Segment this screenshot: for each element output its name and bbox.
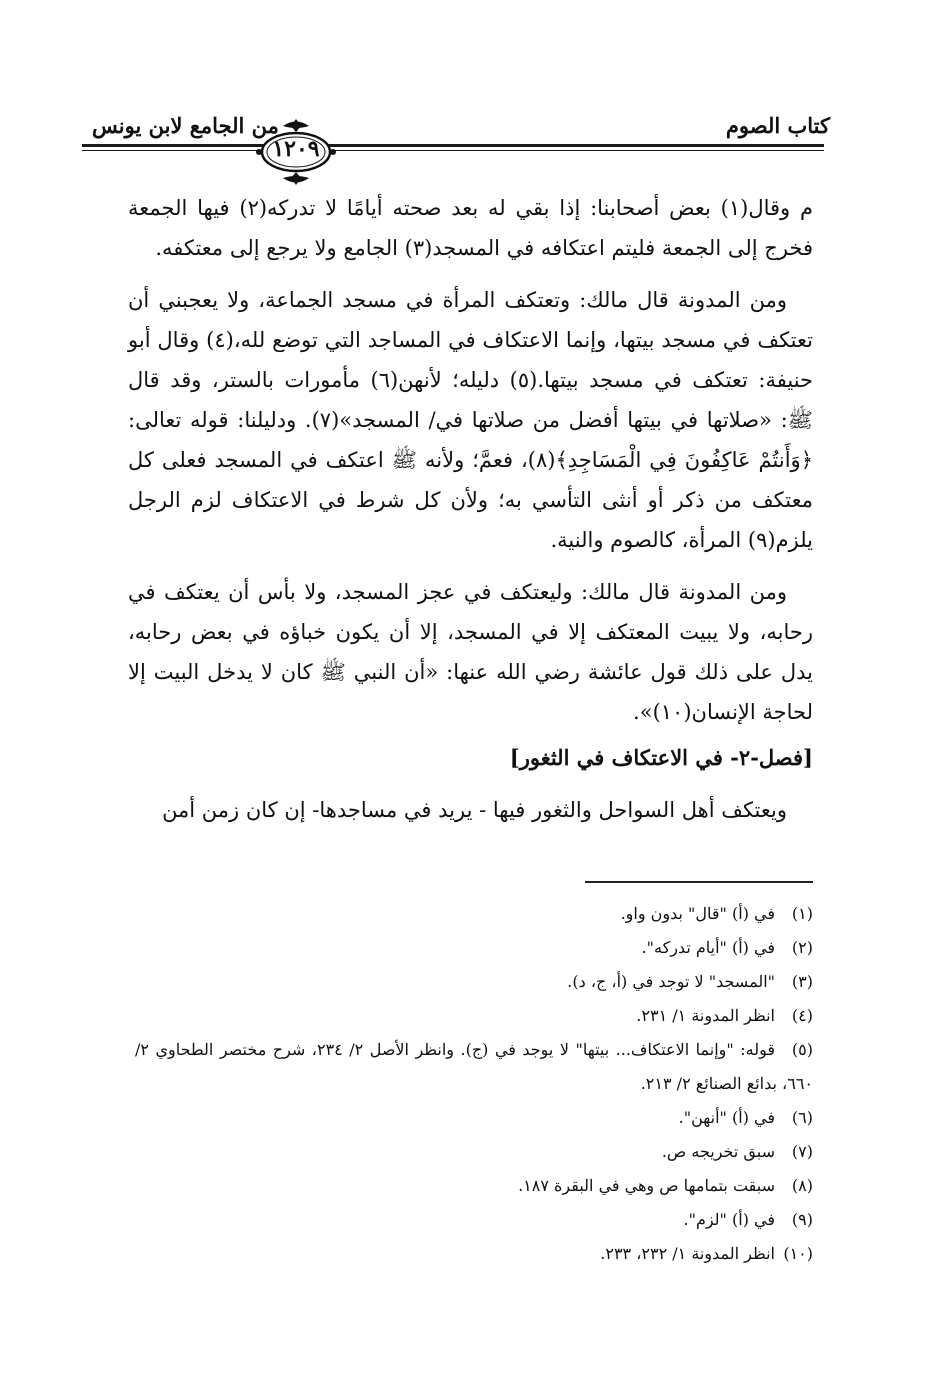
footnote-3: [135, 965, 813, 999]
header-rule-thin: [82, 150, 824, 151]
footnote-text: سبقت بتمامها ص وهي في البقرة ١٨٧.: [518, 1176, 775, 1195]
paragraph-4: ويعتكف أهل السواحل والثغور فيها - يريد في مساجدها- إن كان زمن أمن: [162, 798, 787, 822]
paragraph-3: ومن المدونة قال مالك: وليعتكف في عجز المسجد، ولا بأس أن يعتكف في رحابه، ولا يبيت المعتكف إلا في المسجد، إلا أن يكون خباؤه في بعض رحابه، يدل على ذلك قول عائشة رضي الله عنها: «أن النبي ﷺ كان لا يدخل البيت إلا لحاجة الإنسان(١٠)».: [128, 580, 814, 724]
footnote-10: [135, 1237, 813, 1271]
paragraph-1: م وقال(١) بعض أصحابنا: إذا بقي له بعد صحته أيامًا لا تدركه(٢) فيها الجمعة فخرج إلى الجمعة فليتم اعتكافه في المسجد(٣) الجامع ولا يرجع إلى معتكفه.: [128, 196, 813, 260]
footnote-text: في (أ) "أيام تدركه".: [641, 938, 775, 957]
footnote-number: (٦): [791, 1108, 813, 1127]
footnote-text: سبق تخريجه ص.: [661, 1142, 775, 1161]
page-number: ١٢٠٩: [272, 136, 320, 162]
footnote-separator: [585, 881, 813, 883]
footnote-9: [135, 1203, 813, 1237]
footnote-number: (٧): [791, 1142, 813, 1161]
paragraph-2: ومن المدونة قال مالك: وتعتكف المرأة في مسجد الجماعة، ولا يعجبني أن تعتكف في مسجد بيتها، وإنما الاعتكاف في المساجد التي توضع لله،(٤) وقال أبو حنيفة: تعتكف في مسجد بيتها.(٥) دليله؛ لأنهن(٦) مأمورات بالستر، وقد قال ﷺ: «صلاتها في بيتها أفضل من صلاتها في/ المسجد»(٧). ودليلنا: قوله تعالى: ﴿وَأَنتُمْ عَاكِفُونَ فِي الْمَسَاجِدِ﴾(٨)، فعمَّ؛ ولأنه ﷺ اعتكف في المسجد فعلى كل معتكف من ذكر أو أنثى التأسي به؛ ولأن كل شرط في الاعتكاف لزم الرجل يلزم(٩) المرأة، كالصوم والنية.: [128, 288, 814, 552]
footnote-7: [135, 1135, 813, 1169]
footnote-number: (١٠): [783, 1244, 813, 1263]
footnote-text: في (أ) "لزم".: [683, 1210, 775, 1229]
footnote-6: [135, 1101, 813, 1135]
footnote-number: (٢): [791, 938, 813, 957]
footnote-number: (٥): [791, 1040, 813, 1059]
header-book-title: كتاب الصوم: [725, 113, 830, 138]
footnote-number: (٨): [791, 1176, 813, 1195]
footnote-5: [135, 1033, 813, 1101]
footnote-4: [135, 999, 813, 1033]
footnote-1: [135, 897, 813, 931]
main-text: [128, 188, 813, 830]
footnote-number: (٤): [791, 1006, 813, 1025]
header-source-title: من الجامع لابن يونس: [92, 113, 279, 138]
footnote-text: انظر المدونة ١/ ٢٣١.: [636, 1006, 775, 1025]
footnote-8: [135, 1169, 813, 1203]
header-rule-thick: [82, 144, 824, 147]
footnotes: [135, 897, 813, 1271]
footnote-text: في (أ) "قال" بدون واو.: [620, 904, 775, 923]
footnote-2: [135, 931, 813, 965]
footnote-text: في (أ) "أنهن".: [678, 1108, 775, 1127]
section-heading: [فصل-٢- في الاعتكاف في الثغور]: [509, 745, 813, 770]
footnote-number: (١): [791, 904, 813, 923]
footnote-text: انظر المدونة ١/ ٢٣٢، ٢٣٣.: [600, 1244, 775, 1263]
footnote-number: (٩): [791, 1210, 813, 1229]
footnote-number: (٣): [791, 972, 813, 991]
footnote-text: "المسجد" لا توجد في (أ، ج، د).: [567, 972, 775, 991]
footnote-text: قوله: "وإنما الاعتكاف... بيتها" لا يوجد في (ج). وانظر الأصل ٢/ ٢٣٤، شرح مختصر الطحاوي ٢/ ٦٦٠، بدائع الصنائع ٢/ ٢١٣.: [135, 1040, 813, 1093]
